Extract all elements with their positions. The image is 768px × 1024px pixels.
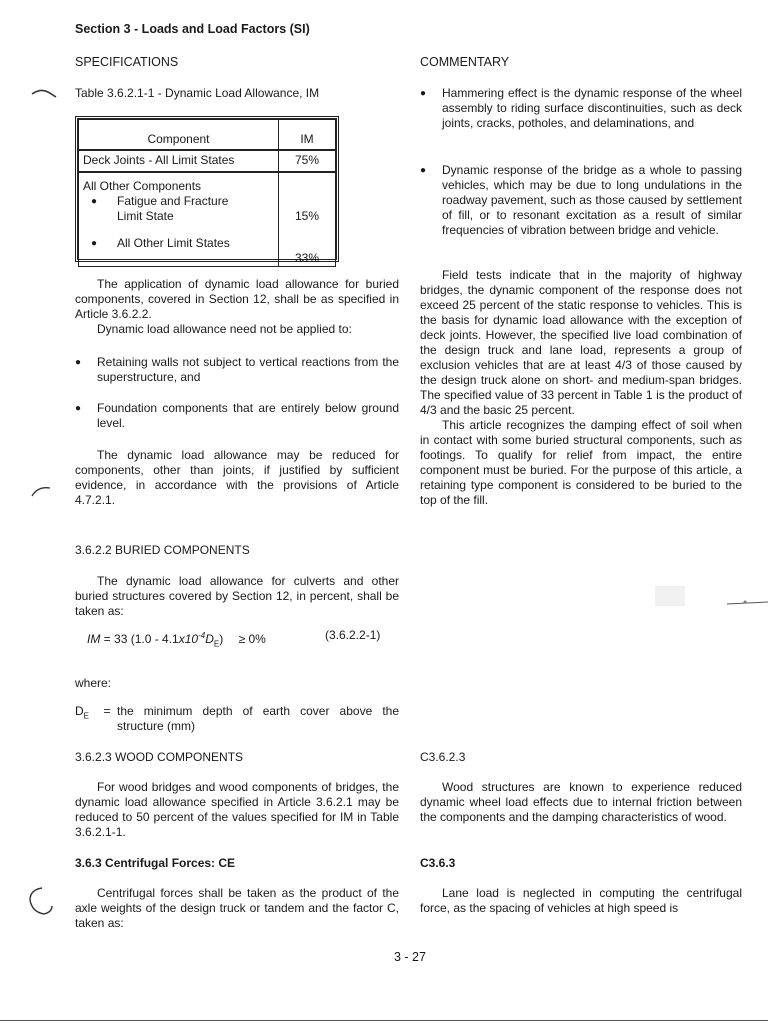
table-caption: Table 3.6.2.1-1 - Dynamic Load Allowance, IM	[75, 86, 320, 100]
table-group-item-text: All Other Limit States	[117, 235, 230, 250]
left-body-4	[75, 780, 399, 840]
table-group-item-text: Fatigue and Fracture	[117, 193, 229, 208]
bullet-icon: ●	[420, 88, 427, 99]
margin-revision-mark	[28, 480, 58, 500]
paragraph: Wood structures are known to experience reduced dynamic wheel load effects due to internal friction between the components and the damping characteristics of wood.	[420, 780, 742, 824]
list-item-text: Foundation components that are entirely below ground level.	[97, 401, 399, 430]
left-body-2	[75, 448, 399, 508]
list-item	[75, 401, 399, 431]
commentary-c3-6-2-3-heading: C3.6.2.3	[420, 750, 466, 764]
table-cell-im: 15%	[294, 208, 320, 223]
table-cell-im-group	[279, 172, 336, 267]
wood-components-heading: 3.6.2.3 WOOD COMPONENTS	[75, 750, 244, 764]
equation-number: (3.6.2.2-1)	[325, 628, 381, 642]
table-group-item-text: Limit State	[117, 208, 174, 223]
left-body-5	[75, 886, 399, 931]
left-body-1	[75, 277, 399, 337]
paragraph: Centrifugal forces shall be taken as the product of the axle weights of the design truck or tandem and the factor C, taken as:	[75, 886, 399, 930]
right-body-2	[420, 780, 742, 825]
right-body-3	[420, 886, 742, 916]
page-number: 3 - 27	[394, 950, 426, 964]
commentary-heading: COMMENTARY	[420, 55, 510, 69]
section-title: Section 3 - Loads and Load Factors (SI)	[75, 22, 310, 36]
specifications-heading: SPECIFICATIONS	[75, 55, 179, 69]
paragraph: This article recognizes the damping effect of soil when in contact with some buried structural components, such as footings. To qualify for relief from impact, the entire component must be buried. For the purpose of this article, a retaining type component is considered to be buried to the top of the fill.	[420, 418, 742, 507]
paragraph: Lane load is neglected in computing the centrifugal force, as the spacing of vehicles at high speed is	[420, 886, 742, 915]
list-item-text: Retaining walls not subject to vertical reactions from the superstructure, and	[97, 355, 399, 384]
table-cell-im: 33%	[294, 250, 320, 265]
left-body-3	[75, 574, 399, 619]
table-header-component: Component	[79, 120, 279, 150]
list-item	[420, 163, 742, 238]
bullet-icon: ●	[420, 165, 427, 176]
list-item	[420, 86, 742, 131]
table-group-item	[83, 236, 274, 251]
table-group-item	[83, 194, 274, 224]
table-header-im: IM	[279, 120, 336, 150]
paragraph: Field tests indicate that in the majority of highway bridges, the dynamic component of the response does not exceed 25 percent of the static response to vehicles. This is the basis for dynamic load allowance with the exception of deck joints. However, the specified live load combination of the design truck and lane load, represents a group of exclusion vehicles that are at least 4/3 of those caused by the design truck alone on short- and medium-span bridges. The specified value of 33 percent in Table 1 is the product of 4/3 and the basic 25 percent.	[420, 268, 742, 417]
buried-components-heading: 3.6.2.2 BURIED COMPONENTS	[75, 543, 250, 557]
dynamic-load-allowance-table	[75, 116, 339, 265]
bullet-icon: ●	[75, 403, 82, 414]
footer-rule	[0, 1020, 768, 1021]
table-cell-component-group	[79, 172, 279, 267]
variable-definition: $D_E$ = the minimum depth of earth cover above the structure (mm)	[75, 704, 399, 733]
list-item	[75, 355, 399, 385]
equation-3-6-2-2-1: IM = 33 $(1.0 - 4.1x10^{-4}D_E) \ge 0\%$ (3.6.2.2-1)	[87, 628, 381, 649]
commentary-c3-6-3-heading: C3.6.3	[420, 856, 456, 870]
centrifugal-forces-heading: 3.6.3 Centrifugal Forces: CE	[75, 856, 236, 870]
table-group-title: All Other Components	[83, 178, 202, 193]
paragraph: Dynamic load allowance need not be applied to:	[97, 322, 352, 336]
paragraph: The dynamic load allowance for culverts and other buried structures covered by Section 12, in percent, shall be taken as:	[75, 574, 399, 618]
scan-artifact	[655, 580, 768, 610]
paragraph: For wood bridges and wood components of bridges, the dynamic load allowance specified in Article 3.6.2.1 may be reduced to 50 percent of the values specified for IM in Table 3.6.2.1-1.	[75, 780, 399, 839]
paragraph: The application of dynamic load allowance for buried components, covered in Section 12, shall be as specified in Article 3.6.2.2.	[75, 277, 399, 321]
bullet-icon: ●	[75, 357, 82, 368]
list-item-text: Hammering effect is the dynamic response of the wheel assembly to riding surface discontinuities, such as deck joints, cracks, potholes, and delaminations, and	[442, 86, 742, 130]
bullet-icon: ●	[91, 237, 98, 249]
bullet-icon: ●	[91, 195, 98, 207]
list-item-text: Dynamic response of the bridge as a whole to passing vehicles, which may be due to long undulations in the roadway pavement, such as those caused by settlement of fill, or to resonant excitation as a result of similar frequencies of vibration between bridge and vehicle.	[442, 163, 742, 237]
margin-revision-mark	[26, 884, 56, 924]
where-label: where:	[75, 676, 112, 690]
right-body-1	[420, 268, 742, 508]
paragraph: The dynamic load allowance may be reduced for components, other than joints, if justified by sufficient evidence, in accordance with the provisions of Article 4.7.2.1.	[75, 448, 399, 507]
table-cell-component: Deck Joints - All Limit States	[79, 150, 279, 172]
margin-revision-mark	[30, 86, 60, 100]
table-cell-im: 75%	[279, 150, 336, 172]
variable-definition-text: the minimum depth of earth cover above the structure (mm)	[117, 704, 399, 733]
